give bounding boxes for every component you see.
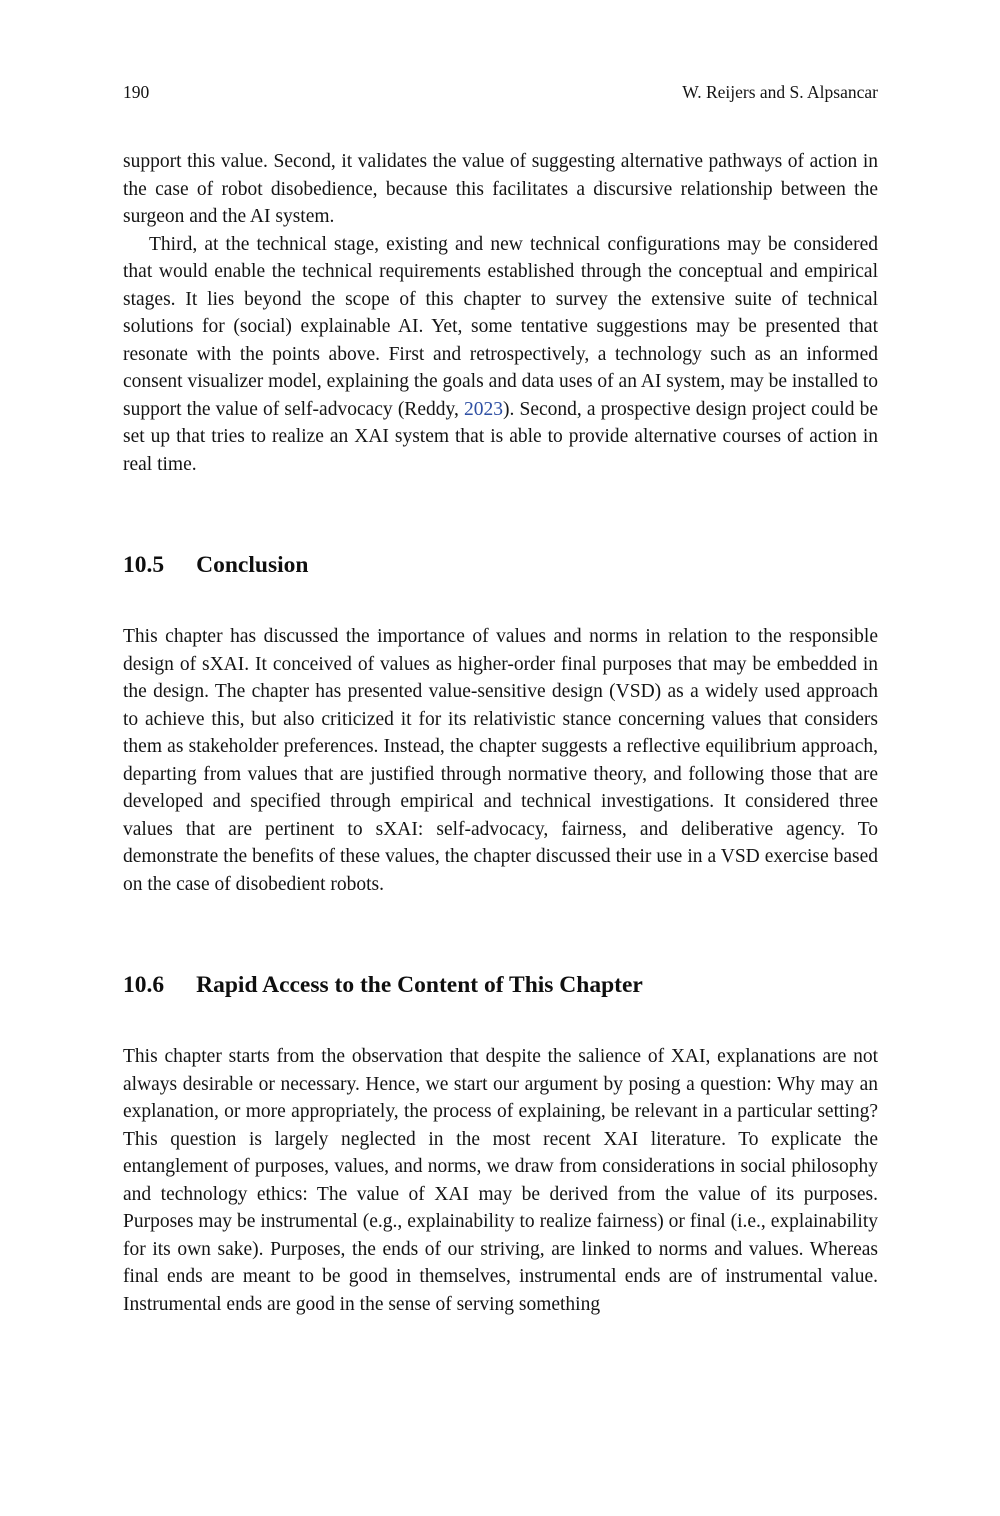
running-head-authors: W. Reijers and S. Alpsancar — [682, 82, 878, 102]
section-heading-conclusion — [123, 552, 878, 579]
page-body — [123, 148, 878, 1318]
paragraph-rapid-access: This chapter starts from the observation that despite the salience of XAI, explanations are not always desirable or necessary. Hence, we start our argument by posing a question: Why may an explanation, or more appropriately, the process of explaining, be relevant in a particular setting? This question is largely neglected in the most recent XAI literature. To explicate the entanglement of purposes, values, and norms, we draw from considerations in social philosophy and technology ethics: The value of XAI may be derived from the value of its purposes. Purposes may be instrumental (e.g., explainability to realize fairness) or final (i.e., explainability for its own sake). Purposes, the ends of our striving, are linked to norms and values. Whereas final ends are meant to be good in themselves, instrumental ends are of instrumental value. Instrumental ends are good in the sense of serving something — [123, 1046, 878, 1315]
section-number: 10.6 — [123, 972, 165, 999]
paragraph-conclusion: This chapter has discussed the importance of values and norms in relation to the responsible design of sXAI. It conceived of values as higher-order final purposes that may be embedded in the design. The chapter has presented value-sensitive design (VSD) as a widely used approach to achieve this, but also criticized it for its relativistic stance concerning values that considers them as stakeholder preferences. Instead, the chapter suggests a reflective equilibrium approach, departing from values that are justified through normative theory, and following those that are developed and specified through empirical and technical investigations. It considered three values that are pertinent to sXAI: self-advocacy, fairness, and deliberative agency. To demonstrate the benefits of these values, the chapter discussed their use in a VSD exercise based on the case of disobedient robots. — [123, 626, 878, 895]
section-number: 10.5 — [123, 552, 165, 578]
section-heading-rapid-access — [123, 972, 878, 999]
page-number: 190 — [123, 82, 150, 102]
paragraph-continuation: support this value. Second, it validates the value of suggesting alternative pathways of action in the case of robot disobedience, because this facilitates a discursive relationship between the surgeon and the AI system. — [123, 151, 878, 227]
paragraph-text-before-citation: Third, at the technical stage, existing and new technical configurations may be considered that would enable the technical requirements established through the conceptual and empirical stages. It lies beyond the scope of this chapter to survey the extensive suite of technical solutions for (social) explainable AI. Yet, some tentative suggestions may be presented that resonate with the points above. First and retrospectively, a technology such as an informed consent visualizer model, explaining the goals and data uses of an AI system, may be installed to support the value of self-advocacy (Reddy, — [123, 233, 878, 420]
paragraph-text-after-citation: ). Second, a prospective design project could be set up that tries to realize an XAI system that is able to provide alternative courses of action in real time. — [123, 398, 879, 475]
section-title: Conclusion — [196, 552, 309, 578]
citation-link-reddy-2023[interactable]: 2023 — [463, 398, 503, 420]
running-header — [123, 82, 878, 103]
section-title: Rapid Access to the Content of This Chapter — [196, 972, 643, 999]
paragraph-technical-stage — [123, 231, 878, 479]
